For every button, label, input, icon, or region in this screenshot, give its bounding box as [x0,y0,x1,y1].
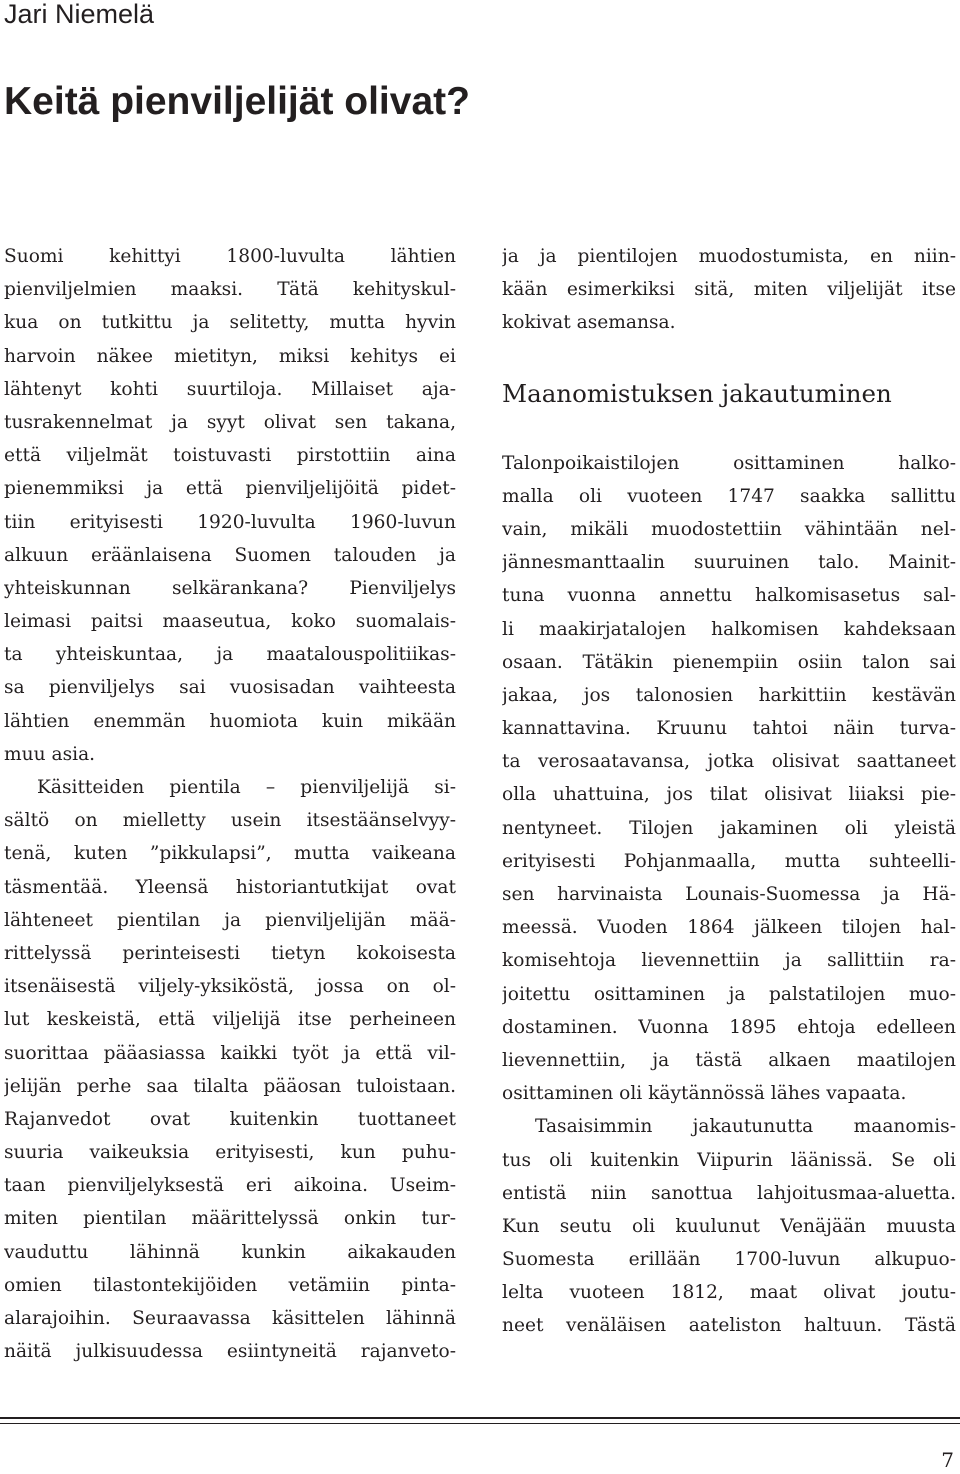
body-text-line: sältö on mielletty usein itsestäänselvyy- [4,810,456,832]
body-text-line: ja ja pientilojen muodostumista, en niin- [502,246,956,267]
body-text-line: että viljelmät toistuvasti pirstottiin aina [4,445,456,467]
footer-rule-thick [0,1417,960,1419]
section-heading: Maanomistuksen jakautuminen [502,378,892,408]
body-text-line: vain, mikäli muodostettiin vähintään nel- [502,518,956,540]
body-text-line: alarajoihin. Seuraavassa käsittelen lähinnä [4,1308,456,1329]
body-text-line: sa pienviljelys sai vuosisadan vaihteesta [4,677,456,699]
body-text-line: suuria vaikeuksia erityisesti, kun puhu- [4,1142,456,1164]
body-text-line: olla uhattuina, jos tilat olisivat liiaksi pie- [502,784,956,806]
body-text-line: suorittaa pääasiassa kaikki työt ja että vil- [4,1042,456,1064]
body-text-line: ta yhteiskuntaa, ja maatalouspolitiikas- [4,644,456,666]
body-text-line: yhteiskunnan selkärankana? Pienviljelys [4,577,456,599]
body-text-line: Suomesta erillään 1700-luvun alkupuo- [502,1249,956,1271]
article-title: Keitä pienviljelijät olivat? [4,80,470,123]
body-text-line: harvoin näkee mietityn, miksi kehitys ei [4,345,456,367]
body-text-line: pienemmiksi ja että pienviljelijöitä pidet- [4,478,456,500]
body-text-line: joitettu osittaminen ja palstatilojen muo- [502,983,956,1005]
body-text-line: entistä niin sanottua lahjoitusmaa-aluetta. [502,1182,956,1204]
page-number: 7 [941,1448,954,1472]
body-text-line: tuna vuonna annettu halkomisasetus sal- [502,585,956,607]
body-text-line: jakaa, jos talonosien harkittiin kestävän [502,684,956,706]
body-text-line: malla oli vuoteen 1747 saakka sallittu [502,485,956,507]
body-text-line: kään esimerkiksi sitä, miten viljelijät itse [502,279,956,301]
body-text-line: osaan. Tätäkin pienempiin osiin talon sai [502,651,956,673]
body-text-line: lelta vuoteen 1812, maat olivat joutu- [502,1282,956,1304]
body-text-line: leimasi paitsi maaseutua, koko suomalais- [4,611,456,633]
body-text-line: miten pientilan määrittelyssä onkin tur- [4,1208,456,1230]
body-text-line: kokivat asemansa. [502,312,676,334]
body-text-line: erityisesti Pohjanmaalla, mutta suhteelli- [502,850,956,872]
body-text-line: jännesmanttaalin suuruinen talo. Mainit- [502,552,956,574]
body-text-line: näitä julkisuudessa esiintyneitä rajanveto- [4,1341,456,1363]
body-text-line: dostaminen. Vuonna 1895 ehtoja edelleen [502,1016,956,1038]
body-text-line: komisehtoja lievennettiin ja sallittiin ra- [502,950,956,972]
body-text-line: Tasaisimmin jakautunutta maanomis- [535,1116,956,1138]
body-text-line: tus oli kuitenkin Viipurin läänissä. Se oli [502,1149,956,1171]
body-text-line: rittelyssä perinteisesti tietyn kokoisesta [4,942,456,964]
body-text-line: kua on tutkittu ja selitetty, mutta hyvin [4,312,456,334]
body-text-line: tusrakennelmat ja syyt olivat sen takana, [4,411,456,433]
body-text-line: Käsitteiden pientila – pienviljelijä si- [37,777,456,798]
body-text-line: pienviljelmien maaksi. Tätä kehityskul- [4,279,456,301]
body-text-line: meessä. Vuoden 1864 jälkeen tilojen hal- [502,917,956,939]
body-text-line: osittaminen oli käytännössä lähes vapaata. [502,1083,907,1105]
body-text-line: Suomi kehittyi 1800-luvulta lähtien [4,246,456,267]
body-text-line: lähtenyt kohti suurtiloja. Millaiset aja- [4,378,456,400]
body-text-line: tiin erityisesti 1920-luvulta 1960-luvun [4,511,456,533]
body-text-line: tenä, kuten ”pikkulapsi”, mutta vaikeana [4,843,456,865]
body-text-line: Kun seutu oli kuulunut Venäjään muusta [502,1215,956,1237]
left-text-column [4,240,456,1368]
body-text-line: taan pienviljelyksestä eri aikoina. Useim- [4,1175,456,1197]
body-text-line: vauduttu lähinnä kunkin aikakauden [4,1241,456,1263]
body-text-line: li maakirjatalojen halkomisen kahdeksaan [502,618,956,640]
body-text-line: jelijän perhe saa tilalta pääosan tuloistaan. [4,1075,456,1097]
body-text-line: Rajanvedot ovat kuitenkin tuottaneet [4,1108,456,1130]
body-text-line: lähteneet pientilan ja pienviljelijän mää- [4,909,456,931]
footer-rule-thin [0,1423,960,1424]
body-text-line: sen harvinaista Lounais-Suomessa ja Hä- [502,884,956,905]
body-text-line: alkuun eräänlaisena Suomen talouden ja [4,544,456,566]
body-text-line: itsenäisestä viljely-yksiköstä, jossa on ol- [4,976,456,998]
body-text-line: lievennettiin, ja tästä alkaen maatilojen [502,1049,956,1071]
body-text-line: neet venäläisen aateliston haltuun. Tästä [502,1315,956,1337]
body-text-line: Talonpoikaistilojen osittaminen halko- [502,452,956,474]
body-text-line: muu asia. [4,743,96,765]
body-text-line: lut keskeistä, että viljelijä itse perheineen [4,1009,456,1031]
body-text-line: omien tilastontekijöiden vetämiin pinta- [4,1274,456,1296]
body-text-line: lähtien enemmän huomiota kuin mikään [4,710,456,732]
author-name: Jari Niemelä [4,0,155,29]
right-text-column [502,240,956,1343]
body-text-line: nentyneet. Tilojen jakaminen oli yleistä [502,817,956,839]
body-text-line: täsmentää. Yleensä historiantutkijat ovat [4,876,456,898]
body-text-line: kannattavina. Kruunu tahtoi näin turva- [502,718,956,740]
body-text-line: ta verosaatavansa, jotka olisivat saattaneet [502,751,956,773]
